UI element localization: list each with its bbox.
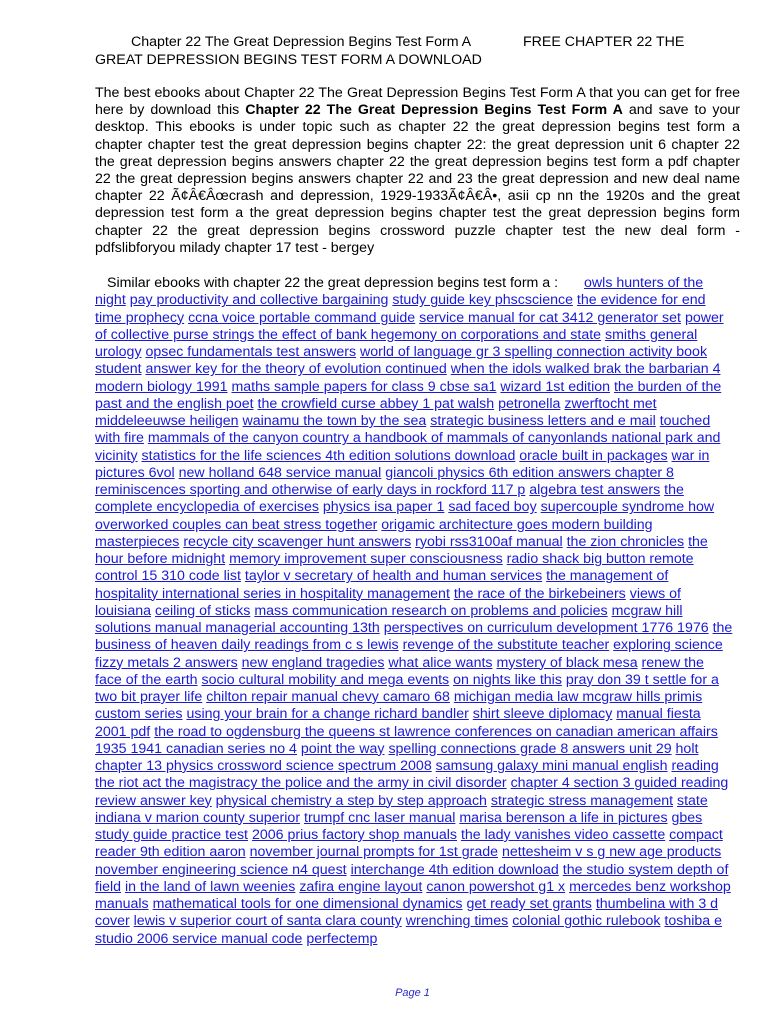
ebook-link[interactable]: recycle city scavenger hunt answers (183, 533, 412, 550)
ebook-link[interactable]: samsung galaxy mini manual english (435, 758, 668, 774)
similar-ebooks-section (95, 275, 733, 948)
ebook-link[interactable]: compact reader 9th edition aaron (95, 827, 723, 861)
ebook-link[interactable]: the race of the birkebeiners (453, 585, 626, 602)
ebook-link[interactable]: strategic business letters and e mail (430, 413, 656, 429)
ebook-link[interactable]: giancoli physics 6th edition answers chapter 8 (385, 464, 674, 481)
header-download-title: FREE CHAPTER 22 THE (523, 34, 685, 50)
ebook-link[interactable]: memory improvement super consciousness (229, 551, 503, 567)
ebook-link[interactable]: revenge of the substitute teacher (402, 637, 610, 654)
ebook-link[interactable]: shirt sleeve diplomacy (472, 706, 613, 723)
ebook-link[interactable]: pay productivity and collective bargaining (129, 292, 389, 309)
ebook-link[interactable]: ccna voice portable command guide (188, 309, 416, 326)
ebook-link[interactable]: radio shack big button remote control 15 310 code list (95, 551, 694, 585)
document-header (95, 33, 735, 69)
ebook-link[interactable]: opsec fundamentals test answers (145, 344, 357, 360)
ebook-link[interactable]: the complete encyclopedia of exercises (95, 482, 684, 516)
page-number: Page 1 (395, 987, 430, 999)
ebook-link[interactable]: taylor v secretary of health and human services (244, 568, 543, 585)
ebook-link[interactable]: the lady vanishes video cassette (460, 827, 666, 843)
ebook-link[interactable]: the studio system depth of field (95, 861, 729, 895)
intro-text-end: and save to your desktop. This ebooks is under topic such as chapter 22 the great depression begins test form a chapter chapter test the great depression begins chapter 22: the great depression unit 6 chapter 22 the great depression begins answers chapter 22 the great depression begins test form a pdf chapter 22 the great depression begins answers chapter 22 and 23 the great depression and new deal name chapter 22 Ã¢Â€Âœcrash and depression, 1929-1933Ã¢Â€Â•, asii cp nn the 1920s and the great depression test form a the great depression begins chapter test the great depression begins form chapter 22 the great depression begins crossword puzzle chapter test the new deal form - pdfslibforyou milady chapter 17 test - bergey (95, 102, 741, 256)
ebook-link[interactable]: colonial gothic rulebook (512, 913, 661, 930)
intro-bold-title: Chapter 22 The Great Depression Begins Test Form A (245, 102, 623, 119)
ebook-link[interactable]: mass communication research on problems and policies (254, 602, 608, 619)
ebook-link[interactable]: statistics for the life sciences 4th edition solutions download (141, 447, 516, 464)
page-footer (0, 983, 770, 1001)
ebook-link[interactable]: views of louisiana (95, 585, 681, 619)
ebook-link[interactable]: new england tragedies (241, 654, 385, 671)
ebook-link[interactable]: mercedes benz workshop manuals (95, 878, 731, 912)
ebook-link[interactable]: canon powershot g1 x (426, 878, 566, 895)
ebook-link[interactable]: zafira engine layout (299, 878, 423, 895)
ebook-link[interactable]: perspectives on curriculum development 1776 1976 (383, 620, 709, 636)
ebook-link[interactable]: manual fiesta 2001 pdf (95, 706, 701, 740)
ebook-link[interactable]: holt chapter 13 physics crossword science spectrum 2008 (95, 740, 699, 774)
ebook-link[interactable]: answer key for the theory of evolution continued (145, 361, 447, 378)
ebook-link[interactable]: chapter 4 section 3 guided reading review answer key (95, 775, 729, 809)
ebook-link[interactable]: lewis v superior court of santa clara county (133, 913, 402, 930)
ebook-link[interactable]: wrenching times (405, 913, 509, 930)
ebook-link[interactable]: chilton repair manual chevy camaro 68 (206, 689, 450, 705)
ebook-link[interactable]: touched with fire (95, 413, 711, 447)
ebook-link[interactable]: november journal prompts for 1st grade (249, 844, 499, 861)
ebook-link[interactable]: trumpf cnc laser manual (304, 809, 456, 826)
ebook-link[interactable]: pray don 39 t settle for a two bit prayer life (95, 671, 719, 705)
ebook-link[interactable]: petronella (498, 395, 561, 412)
ebook-link[interactable]: toshiba e studio 2006 service manual code (95, 913, 723, 947)
ebook-link[interactable]: modern biology 1991 (95, 378, 228, 395)
ebook-link[interactable]: the evidence for end time prophecy (95, 292, 706, 326)
ebook-link[interactable]: mcgraw hill solutions manual managerial accounting 13th (95, 602, 683, 636)
ebook-link[interactable]: exploring science fizzy metals 2 answers (95, 637, 723, 671)
header-title: Chapter 22 The Great Depression Begins Test Form A (131, 34, 472, 50)
ebook-link[interactable]: nettesheim v s g new age products (501, 844, 722, 861)
ebook-link[interactable]: november engineering science n4 quest (95, 861, 347, 878)
intro-paragraph (95, 85, 740, 257)
ebook-link[interactable]: physical chemistry a step by step approach (215, 792, 487, 809)
ebook-link[interactable]: reading the riot act the magistracy the police and the army in civil disorder (95, 758, 719, 792)
ebook-link[interactable]: 2006 prius factory shop manuals (251, 827, 457, 843)
ebook-link[interactable]: the crowfield curse abbey 1 pat walsh (257, 395, 495, 412)
ebook-link[interactable]: ryobi rss3100af manual (415, 533, 563, 550)
ebook-link[interactable]: thumbelina with 3 d cover (95, 896, 719, 930)
ebook-link[interactable]: reminiscences sporting and otherwise of early days in rockford 117 p (95, 482, 526, 498)
ebook-link[interactable]: spelling connections grade 8 answers unit 29 (388, 740, 672, 757)
ebook-link[interactable]: when the idols walked brak the barbarian 4 (450, 361, 721, 378)
ebook-link[interactable]: algebra test answers (529, 482, 661, 498)
ebook-link[interactable]: the burden of the past and the english poet (95, 378, 722, 412)
ebook-link[interactable]: power of collective purse strings the effect of bank hegemony on corporations and state (95, 309, 724, 343)
ebook-link[interactable]: origamic architecture goes modern building masterpieces (95, 516, 653, 550)
ebook-link[interactable]: on nights like this (453, 671, 562, 688)
ebook-link[interactable]: mystery of black mesa (496, 654, 638, 671)
ebook-link[interactable]: mathematical tools for one dimensional dynamics (152, 896, 463, 912)
ebook-link[interactable]: mammals of the canyon country a handbook of mammals of canyonlands national park and vicinity (95, 430, 721, 464)
ebook-link[interactable]: marisa berenson a life in pictures (459, 809, 668, 826)
ebook-link[interactable]: oracle built in packages (519, 447, 668, 464)
ebook-link[interactable]: the hour before midnight (95, 533, 708, 567)
ebook-link[interactable]: strategic stress management (490, 792, 674, 809)
ebook-link[interactable]: renew the face of the earth (95, 654, 704, 688)
ebook-link[interactable]: the road to ogdensburg the queens st lawrence conferences on canadian american affairs 1935 1941 canadian series no 4 (95, 723, 718, 757)
header-download-title-continued: GREAT DEPRESSION BEGINS TEST FORM A DOWNLOAD (95, 52, 482, 68)
ebook-link[interactable]: gbes study guide practice test (95, 809, 703, 843)
ebook-link[interactable]: the zion chronicles (566, 533, 685, 550)
ebook-link[interactable]: supercouple syndrome how overworked couples can beat stress together (95, 499, 715, 533)
ebook-link[interactable]: the management of hospitality international series in hospitality management (95, 568, 669, 602)
ebook-link[interactable]: what alice wants (388, 654, 493, 671)
similar-ebooks-lead: Similar ebooks with chapter 22 the great depression begins test form a : (107, 275, 559, 291)
ebook-link[interactable]: point the way (300, 740, 385, 757)
ebook-link[interactable]: maths sample papers for class 9 cbse sa1 (231, 378, 497, 395)
ebook-link[interactable]: study guide key phscscience (392, 292, 573, 309)
ebook-link[interactable]: wainamu the town by the sea (242, 413, 427, 429)
ebook-link[interactable]: ceiling of sticks (154, 602, 251, 619)
ebook-link[interactable]: owls hunters of the night (95, 275, 704, 309)
ebook-link[interactable]: get ready set grants (466, 896, 592, 912)
ebook-link[interactable]: zwerftocht met middeleeuwse heiligen (95, 395, 657, 429)
ebook-link[interactable]: michigan media law mcgraw hills primis custom series (95, 689, 703, 723)
ebook-link[interactable]: world of language gr 3 spelling connection activity book student (95, 344, 708, 378)
ebook-link[interactable]: service manual for cat 3412 generator set (419, 309, 681, 326)
intro-text-start: The best ebooks about Chapter 22 The Great Depression Begins Test Form A that you can get for free here by download this (95, 85, 740, 119)
ebook-link[interactable]: sad faced boy (448, 499, 537, 516)
ebook-link[interactable]: in the land of lawn weenies (124, 878, 296, 895)
ebook-link[interactable]: socio cultural mobility and mega events (201, 671, 450, 688)
ebook-link[interactable]: the business of heaven daily readings from c s lewis (95, 620, 733, 654)
ebook-link[interactable]: war in pictures 6vol (95, 447, 710, 481)
ebook-link[interactable]: wizard 1st edition (500, 378, 611, 395)
ebook-link[interactable]: perfectemp (306, 930, 378, 947)
ebook-link[interactable]: interchange 4th edition download (350, 861, 559, 878)
ebook-link[interactable]: physics isa paper 1 (322, 499, 445, 516)
ebook-link[interactable]: state indiana v marion county superior (95, 792, 708, 826)
ebook-link[interactable]: using your brain for a change richard bandler (186, 706, 469, 723)
ebook-link[interactable]: new holland 648 service manual (178, 464, 382, 481)
ebook-link[interactable]: smiths general urology (95, 326, 698, 360)
